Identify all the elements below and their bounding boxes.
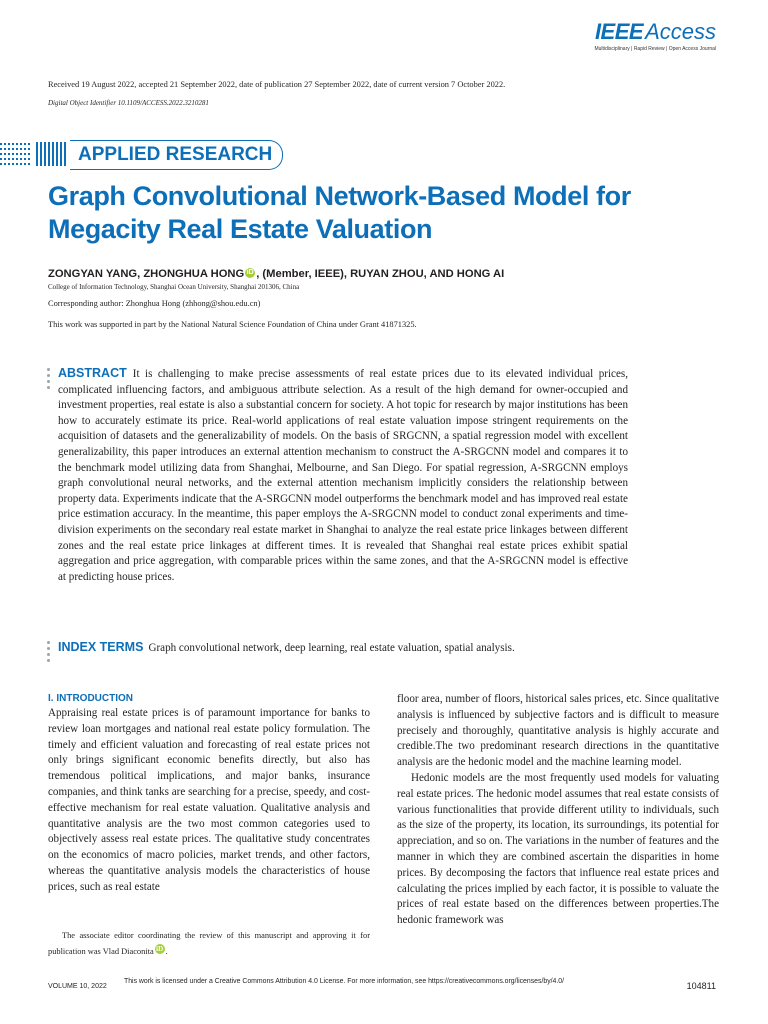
affiliation: College of Information Technology, Shanghai Ocean University, Shanghai 201306, China [48,283,300,291]
abstract [58,366,628,585]
footer-volume: VOLUME 10, 2022 [48,983,107,990]
abstract-dots-decoration [47,368,50,392]
journal-logo [594,20,716,52]
page-number: 104811 [686,981,716,991]
doi[interactable]: Digital Object Identifier 10.1109/ACCESS.2022.3210281 [48,99,209,107]
section-banner: APPLIED RESEARCH [70,140,283,170]
logo-ieee: IEEE [594,19,644,44]
received-dates: Received 19 August 2022, accepted 21 September 2022, date of publication 27 September 2022, date of current version 7 October 2022. [48,80,506,89]
footer-license[interactable]: This work is licensed under a Creative Commons Attribution 4.0 License. For more information, see https://creativecommons.org/licenses/by/4.0/ [124,978,565,985]
abstract-heading: ABSTRACT [58,366,127,380]
index-terms-heading: INDEX TERMS [58,640,144,654]
paper-title: Graph Convolutional Network-Based Model for Megacity Real Estate Valuation [48,181,631,244]
index-terms-text: Graph convolutional network, deep learning, real estate valuation, spatial analysis. [148,642,515,654]
intro-paragraph-1: Appraising real estate prices is of paramount importance for banks to review loan mortgages and national real estate policy formulation. The timely and efficient valuation and forecasting of real estate prices not only brings significant economic benefits directly, but also has tremendous political implications, and major banks, insurance companies, and think tanks are searching for a precise, speedy, and cost-effective mechanism for real estate valuation. Qualitative analysis and quantitative analysis are the two most common categories used to objectively assess real estate prices. The qualitative study concentrates on the economics of macro policies, market trends, and other factors, whereas the quantitative analysis models the characteristics of house prices, such as real estate [48,707,370,893]
left-column [48,692,370,896]
authors [48,268,504,280]
intro-paragraph-1-cont: floor area, number of floors, historical sales prices, etc. Since qualitative analysis is influenced by subjective factors and is difficult to measure precisely and thoroughly, quantitative analysis is highly accurate and credible.The two predominant research directions in the quantitative analysis are the hedonic model and the machine learning model. [397,693,719,769]
authors-rest: , (Member, IEEE), RUYAN ZHOU, AND HONG AI [256,268,505,280]
intro-paragraph-2: Hedonic models are the most frequently used models for valuating real estate prices. The hedonic model assumes that real estate consists of various functionalities that provide different utility to individuals, such as the size of the property, its location, its surroundings, its potential for appreciation, and so on. The variations in the number of features and the manner in which they are combined ascertain the disparities in home prices. By decomposing the factors that influence real estate prices and calculating the prices implied by each factor, it is possible to valuate the prices of real estate based on the differences between properties.The hedonic framework was [397,771,719,927]
abstract-text: It is challenging to make precise assessments of real estate prices due to its elevated individual prices, complicated influencing factors, and ambiguous attribute selection. As a result of the high demand for owner-occupied and investment properties, real estate is also a substantial concern for society. A hot topic for research by major institutions has been how to accurately estimate its price. Real-world applications of real estate valuation impose stringent requirements on the acquisition of datasets and the generalizability of models. On the basis of SRGCNN, a spatial regression model with excellent generalizability, this paper introduces an external attention mechanism to construct the A-SRGCNN model and compares it to the benchmark model utilizing data from Shanghai, Melbourne, and San Diego. For spatial regression, A-SRGCNN employs graph convolutional neural networks, and the external attention mechanism implicitly considers the relationship between property data. Experiments indicate that the A-SRGCNN model outperforms the benchmark model and has improved real estate price estimation accuracy. In the meantime, this paper employs the A-SRGCNN model to conduct zonal experiments and time-division experiments on the secondary real estate market in Shanghai to analyze the real estate price linkages between different zones and the real estate price linkages at different times. It is revealed that Shanghai real estate prices exhibit spatial aggregation and price aggregation, with comparable prices within the same zones, and that the A-SRGCNN model is effective at predicting house prices. [58,368,628,583]
logo-access: Access [645,19,716,44]
footnote-text: The associate editor coordinating the review of this manuscript and approving it for publication was Vlad Diaconita [48,931,370,956]
right-column [397,692,719,929]
logo-tagline: Multidisciplinary | Rapid Review | Open Access Journal [594,46,716,52]
footnote-end: . [165,946,168,956]
index-terms [58,640,515,654]
intro-heading: I. INTRODUCTION [48,693,133,704]
authors-first: ZONGYAN YANG, ZHONGHUA HONG [48,268,245,280]
editor-footnote [48,928,370,959]
orcid-icon[interactable]: iD [156,944,164,953]
banner-lines-decoration [0,142,68,166]
funding-note: This work was supported in part by the National Natural Science Foundation of China under Grant 41871325. [48,320,417,329]
corresponding-author: Corresponding author: Zhonghua Hong (zhhong@shou.edu.cn) [48,299,261,308]
orcid-icon[interactable]: iD [246,269,254,276]
index-dots-decoration [47,641,50,665]
